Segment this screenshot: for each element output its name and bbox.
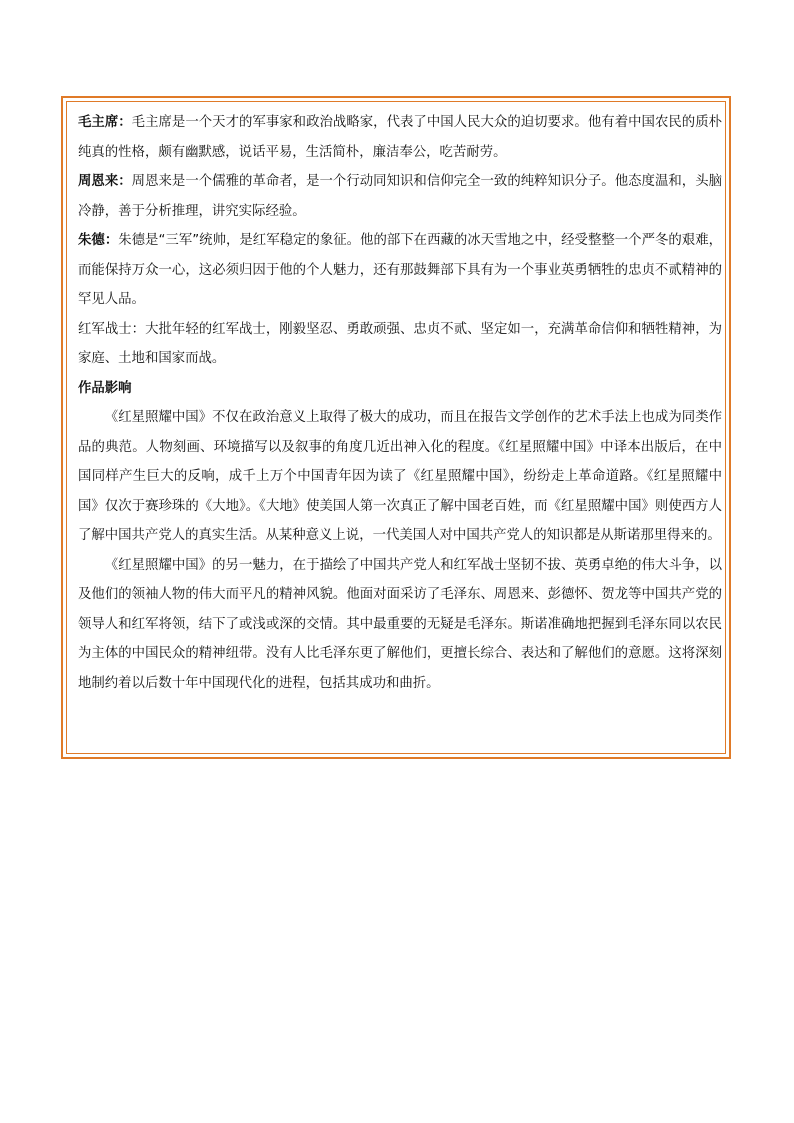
body-paragraph: 《红星照耀中国》的另一魅力，在于描绘了中国共产党人和红军战士坚韧不拔、英勇卓绝的伟大斗争，以及他们的领袖人物的伟大而平凡的精神风貌。他面对面采访了毛泽东、周恩来、彭德怀、贺龙等中国共产党的领导人和红军将领，结下了或浅或深的交情。其中最重要的无疑是毛泽东。斯诺准确地把握到毛泽东同以农民为主体的中国民众的精神纽带。没有人比毛泽东更了解他们，更擅长综合、表达和了解他们的意愿。这将深刻地制约着以后数十年中国现代化的进程，包括其成功和曲折。 xyxy=(78,557,722,691)
document-content xyxy=(78,108,722,698)
character-text: 朱德是“三军”统帅，是红军稳定的象征。他的部下在西藏的冰天雪地之中，经受整整一个严冬的艰难，而能保持万众一心，这必须归因于他的个人魅力，还有那鼓舞部下具有为一个事业英勇牺牲的忠贞不贰精神的罕见人品。 xyxy=(78,233,723,307)
character-label: 周恩来： xyxy=(78,174,132,189)
character-mao xyxy=(78,108,722,167)
character-label: 毛主席： xyxy=(78,115,132,130)
character-red-army xyxy=(78,315,722,374)
section-heading: 作品影响 xyxy=(78,380,132,396)
character-zhu xyxy=(78,226,722,315)
document-frame-inner xyxy=(66,101,726,754)
character-zhou xyxy=(78,167,722,226)
character-text: 周恩来是一个儒雅的革命者，是一个行动同知识和信仰完全一致的纯粹知识分子。他态度温和，头脑冷静，善于分析推理，讲究实际经验。 xyxy=(78,174,722,219)
character-text: 毛主席是一个天才的军事家和政治战略家，代表了中国人民大众的迫切要求。他有着中国农民的质朴纯真的性格，颇有幽默感，说话平易，生活简朴，廉洁奉公，吃苦耐劳。 xyxy=(78,115,722,160)
character-text: 大批年轻的红军战士，刚毅坚忍、勇敢顽强、忠贞不贰、坚定如一，充满革命信仰和牺牲精神，为家庭、土地和国家而战。 xyxy=(78,321,723,366)
document-frame xyxy=(61,96,731,759)
character-label: 红军战士： xyxy=(78,321,146,337)
body-paragraph: 《红星照耀中国》不仅在政治意义上取得了极大的成功，而且在报告文学创作的艺术手法上也成为同类作品的典范。人物刻画、环境描写以及叙事的角度几近出神入化的程度。《红星照耀中国》中译本出版后，在中国同样产生巨大的反响，成千上万个中国青年因为读了《红星照耀中国》，纷纷走上革命道路。《红星照耀中国》仅次于赛珍珠的《大地》。《大地》使美国人第一次真正了解中国老百姓，而《红星照耀中国》则使西方人了解中国共产党人的真实生活。从某种意义上说，一代美国人对中国共产党人的知识都是从斯诺那里得来的。 xyxy=(78,410,722,543)
character-label: 朱德： xyxy=(78,233,119,248)
